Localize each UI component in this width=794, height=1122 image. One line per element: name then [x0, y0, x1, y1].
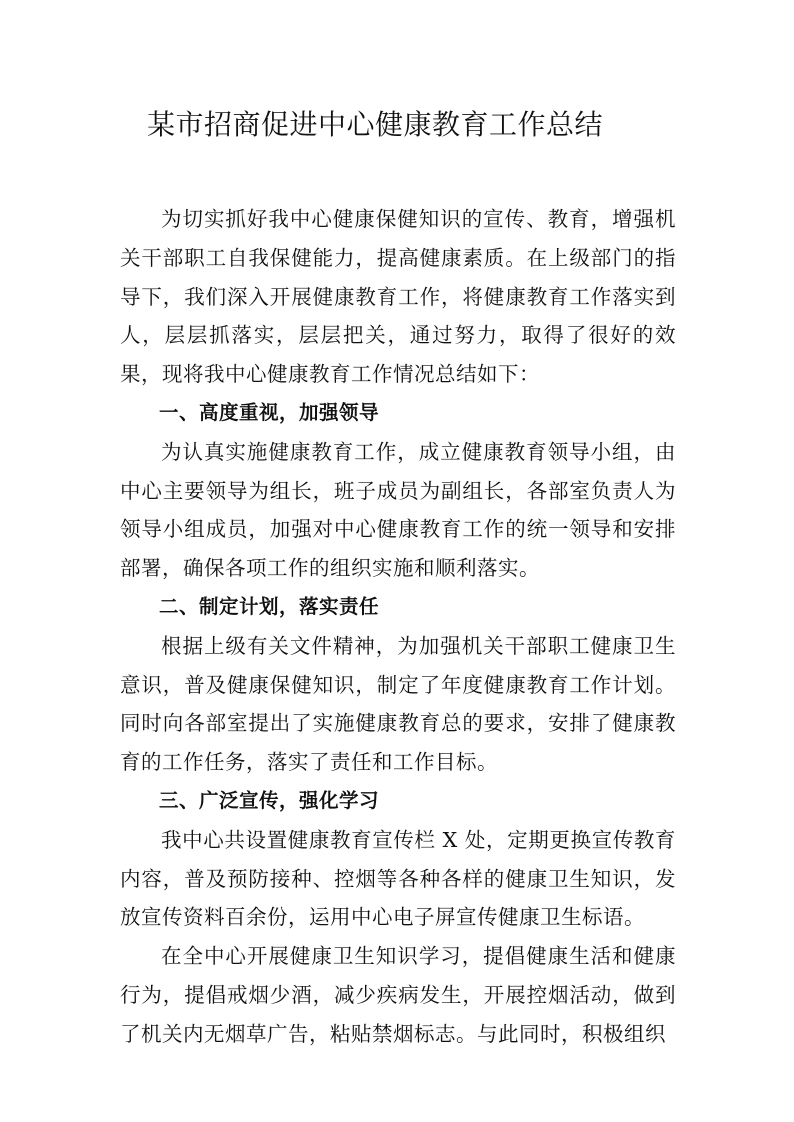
- section-2-paragraph: 根据上级有关文件精神，为加强机关干部职工健康卫生意识，普及健康保健知识，制定了年度健康教育工作计划。 同时向各部室提出了实施健康教育总的要求，安排了健康教育的工作任务，落实了责任和工作目标。: [120, 633, 676, 775]
- section-3-paragraph-1: 我中心共设置健康教育宣传栏 X 处，定期更换宣传教育内容，普及预防接种、控烟等各种各样的健康卫生知识，发放宣传资料百余份，运用中心电子屏宣传健康卫生标语。: [120, 827, 676, 930]
- document-body: [120, 200, 676, 1054]
- section-3-paragraph-2: 在全中心开展健康卫生知识学习，提倡健康生活和健康行为，提倡戒烟少酒，减少疾病发生，开展控烟活动，做到了机关内无烟草广告，粘贴禁烟标志。与此同时，积极组织: [120, 944, 676, 1046]
- section-heading-2: 二、制定计划，落实责任: [159, 594, 380, 618]
- document-title: 某市招商促进中心健康教育工作总结: [147, 108, 604, 141]
- section-1-paragraph: 为认真实施健康教育工作，成立健康教育领导小组，由中心主要领导为组长，班子成员为副组长，各部室负责人为领导小组成员，加强对中心健康教育工作的统一领导和安排部署，确保各项工作的组织实施和顺利落实。: [120, 439, 676, 581]
- section-heading-1: 一、高度重视，加强领导: [159, 400, 380, 424]
- section-heading-3: 三、广泛宣传，强化学习: [159, 788, 380, 812]
- intro-paragraph: 为切实抓好我中心健康保健知识的宣传、教育，增强机关干部职工自我保健能力，提高健康素质。在上级部门的指导下，我们深入开展健康教育工作，将健康教育工作落实到人，层层抓落实，层层把关，通过努力，取得了很好的效果，现将我中心健康教育工作情况总结如下：: [120, 207, 676, 387]
